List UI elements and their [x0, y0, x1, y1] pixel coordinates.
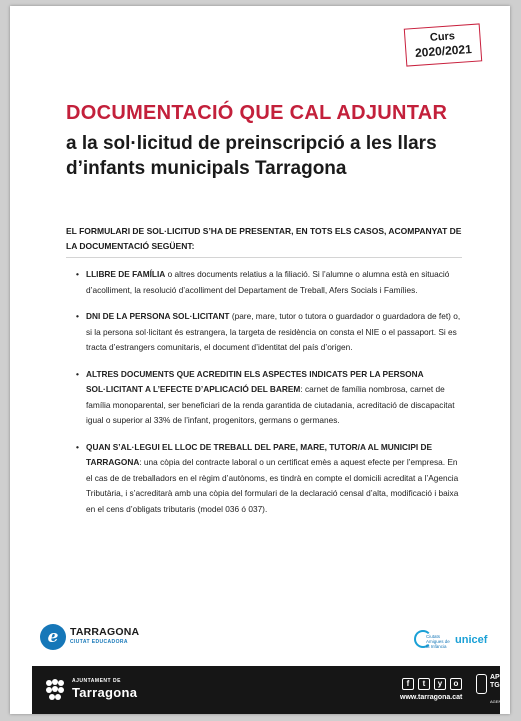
documents-list: [76, 267, 466, 528]
list-item: [76, 440, 466, 518]
bullet: •: [76, 269, 79, 279]
website-link[interactable]: www.tarragona.cat: [400, 694, 463, 701]
course-year: 2020/2021: [414, 42, 473, 60]
logo-name: TARRAGONA: [70, 626, 140, 638]
city-crest-icon: [44, 678, 66, 702]
item-title: DNI DE LA PERSONA SOL·LICITANT: [86, 311, 230, 321]
bullet: •: [76, 311, 79, 321]
item-title: ALTRES DOCUMENTS QUE ACREDITIN ELS ASPECTES INDICATS PER LA PERSONA SOL·LICITANT A L’EFECTE D’APLICACIÓ DEL BAREM: [86, 368, 424, 394]
item-title: QUAN S’AL·LEGUI EL LLOC DE TREBALL DEL PARE, MARE, TUTOR/A AL MUNICIPI DE TARRAGONA: [86, 441, 433, 467]
course-stamp: [404, 23, 482, 66]
list-item: [76, 367, 466, 429]
list-item: [76, 267, 466, 298]
item-title: LLIBRE DE FAMÍLIA: [86, 269, 166, 279]
phone-icon: [476, 674, 487, 694]
bullet: •: [76, 441, 79, 452]
facebook-icon[interactable]: f: [402, 678, 414, 690]
ciutats-text: Ciutats Amigues de la Infància: [426, 634, 450, 649]
divider: [66, 257, 462, 258]
bullet: •: [76, 368, 79, 379]
footer-city: Tarragona: [72, 685, 138, 700]
app-subtitle: AGENDA: [490, 699, 507, 704]
logo-subtitle: CIUTAT EDUCADORA: [70, 639, 128, 645]
instagram-icon[interactable]: o: [450, 678, 462, 690]
document-page: [10, 6, 510, 714]
item-text: : una còpia del contracte laboral o un certificat emès a aquest efecte per l’empresa. En el cas de de treballadors en el règim d’autònoms, es tindrà en compte el domicili acreditat a l’Agencia Tributària, i s’acreditarà amb una còpia del formulari de la declaració censal d’alta, modificació i baixa en el cens d’obligats tributaris (model 036 ó 037).: [86, 457, 459, 514]
item-text: (pare, mare, tutor o tutora o guardador o guardadora de fet) o, si la persona sol·licitant és estrangera, la targeta de residència on consta el NIE o el passaport. Si es tracta d’estrangers comunitaris, el document d’identitat del país d’origen.: [86, 311, 461, 352]
footer-ajuntament: AJUNTAMENT DE: [72, 678, 121, 684]
item-text: o altres documents relatius a la filiació. Si l’alumne o alumna està en situació d’acolliment, la resolució d’acolliment del Departament de Treball, Afers Socials i Famílies.: [86, 269, 450, 295]
app-label: APP TGN: [490, 674, 505, 689]
list-item: [76, 309, 466, 356]
footer-bar: [32, 666, 507, 714]
document-title: DOCUMENTACIÓ QUE CAL ADJUNTAR: [66, 102, 448, 124]
course-label: Curs: [429, 30, 456, 44]
unicef-logo: unicef: [455, 634, 488, 646]
educadora-e-icon: e: [40, 624, 66, 650]
youtube-icon[interactable]: y: [434, 678, 446, 690]
twitter-icon[interactable]: t: [418, 678, 430, 690]
document-subtitle: a la sol·licitud de preinscripció a les llars d’infants municipals Tarragona: [66, 133, 437, 179]
intro-text: EL FORMULARI DE SOL·LICITUD S’HA DE PRESENTAR, EN TOTS ELS CASOS, ACOMPANYAT DE LA DOCUMENTACIÓ SEGÜENT:: [66, 226, 462, 251]
item-text: : carnet de família nombrosa, carnet de família monoparental, ser beneficiari de la renda garantida de ciutadania, acreditació de discapacitat igual o superior al 33% de l’infant, progenitors, germans o germanes.: [86, 384, 455, 425]
ciutats-amigues-logo: [412, 628, 452, 654]
